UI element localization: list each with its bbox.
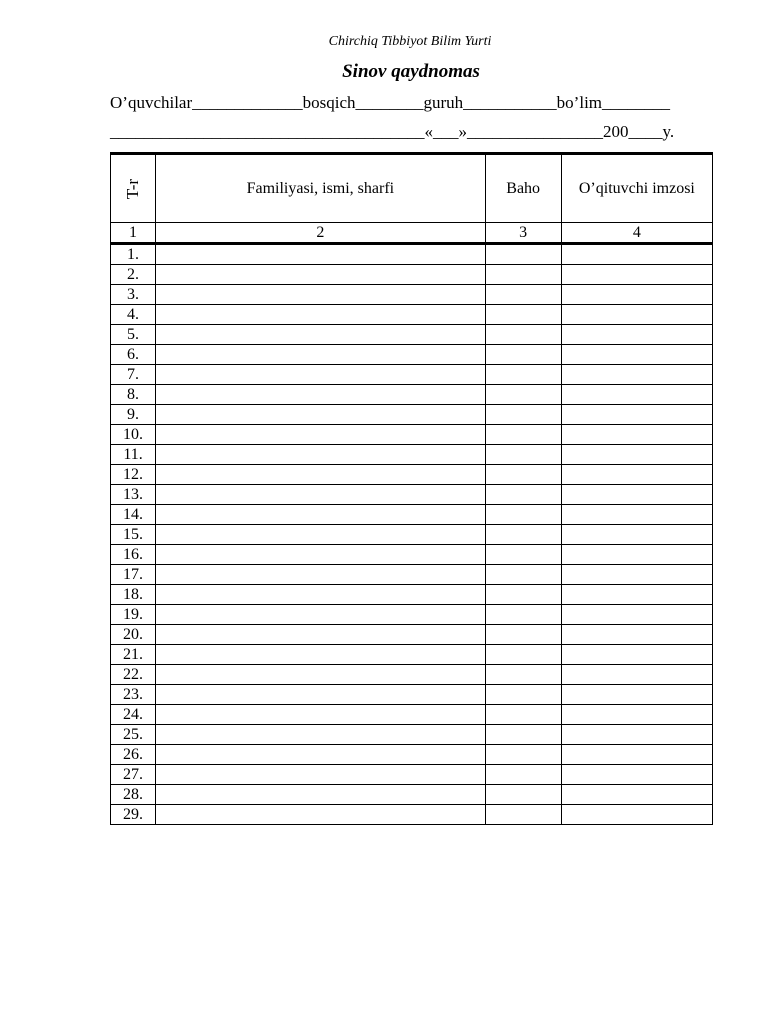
table-row [111, 285, 713, 305]
table-row [111, 725, 713, 745]
cell-fullname[interactable] [156, 625, 486, 645]
header-teacher-signature: O’qituvchi imzosi [561, 154, 712, 223]
table-row [111, 665, 713, 685]
table-row [111, 445, 713, 465]
grades-table [110, 152, 713, 825]
column-number: 1 [111, 223, 156, 244]
cell-signature[interactable] [561, 305, 712, 325]
table-row [111, 325, 713, 345]
cell-grade[interactable] [485, 244, 561, 265]
table-row [111, 565, 713, 585]
header-fullname: Familiyasi, ismi, sharfi [156, 154, 486, 223]
school-name: Chirchiq Tibbiyot Bilim Yurti [328, 34, 492, 49]
table-row [111, 765, 713, 785]
cell-fullname[interactable] [156, 425, 486, 445]
table-row [111, 785, 713, 805]
cell-grade[interactable] [485, 465, 561, 485]
table-row [111, 385, 713, 405]
row-number: 11. [111, 445, 156, 465]
row-number: 20. [111, 625, 156, 645]
table-row [111, 505, 713, 525]
cell-fullname[interactable] [156, 505, 486, 525]
cell-fullname[interactable] [156, 465, 486, 485]
table-row [111, 405, 713, 425]
cell-signature[interactable] [561, 345, 712, 365]
cell-signature[interactable] [561, 285, 712, 305]
cell-signature[interactable] [561, 805, 712, 825]
cell-grade[interactable] [485, 545, 561, 565]
cell-grade[interactable] [485, 725, 561, 745]
cell-fullname[interactable] [156, 445, 486, 465]
row-number: 12. [111, 465, 156, 485]
cell-grade[interactable] [485, 365, 561, 385]
header-grade: Baho [485, 154, 561, 223]
cell-signature[interactable] [561, 465, 712, 485]
row-number: 13. [111, 485, 156, 505]
table-row [111, 265, 713, 285]
cell-grade[interactable] [485, 665, 561, 685]
table-row [111, 425, 713, 445]
cell-fullname[interactable] [156, 365, 486, 385]
cell-signature[interactable] [561, 565, 712, 585]
cell-fullname[interactable] [156, 645, 486, 665]
cell-signature[interactable] [561, 325, 712, 345]
cell-signature[interactable] [561, 585, 712, 605]
cell-signature[interactable] [561, 765, 712, 785]
row-number: 21. [111, 645, 156, 665]
row-number: 3. [111, 285, 156, 305]
cell-signature[interactable] [561, 505, 712, 525]
cell-grade[interactable] [485, 605, 561, 625]
cell-fullname[interactable] [156, 385, 486, 405]
row-number: 28. [111, 785, 156, 805]
cell-signature[interactable] [561, 645, 712, 665]
row-number: 19. [111, 605, 156, 625]
table-row [111, 685, 713, 705]
form-line-date [110, 122, 712, 142]
cell-signature[interactable] [561, 745, 712, 765]
row-number: 14. [111, 505, 156, 525]
cell-fullname[interactable] [156, 325, 486, 345]
cell-fullname[interactable] [156, 745, 486, 765]
cell-grade[interactable] [485, 585, 561, 605]
cell-grade[interactable] [485, 785, 561, 805]
cell-fullname[interactable] [156, 665, 486, 685]
cell-grade[interactable] [485, 625, 561, 645]
row-number: 23. [111, 685, 156, 705]
table-body [111, 244, 713, 825]
cell-signature[interactable] [561, 385, 712, 405]
table-row [111, 305, 713, 325]
cell-grade[interactable] [485, 645, 561, 665]
cell-grade[interactable] [485, 325, 561, 345]
table-row [111, 525, 713, 545]
cell-fullname[interactable] [156, 244, 486, 265]
cell-fullname[interactable] [156, 405, 486, 425]
table-row [111, 345, 713, 365]
cell-grade[interactable] [485, 505, 561, 525]
row-number: 2. [111, 265, 156, 285]
table-row [111, 805, 713, 825]
cell-grade[interactable] [485, 345, 561, 365]
cell-signature[interactable] [561, 625, 712, 645]
cell-signature[interactable] [561, 244, 712, 265]
column-number: 3 [485, 223, 561, 244]
cell-fullname[interactable] [156, 285, 486, 305]
form-line-text: _____________________________________«___»________________200____y. [110, 122, 675, 141]
cell-grade[interactable] [485, 705, 561, 725]
table-row [111, 465, 713, 485]
cell-fullname[interactable] [156, 305, 486, 325]
cell-signature[interactable] [561, 785, 712, 805]
header-number-label: T-r [123, 178, 143, 199]
row-number: 25. [111, 725, 156, 745]
cell-grade[interactable] [485, 525, 561, 545]
cell-grade[interactable] [485, 805, 561, 825]
row-number: 26. [111, 745, 156, 765]
table-row [111, 244, 713, 265]
cell-signature[interactable] [561, 445, 712, 465]
column-number: 4 [561, 223, 712, 244]
cell-grade[interactable] [485, 485, 561, 505]
cell-signature[interactable] [561, 265, 712, 285]
table-header-row [111, 154, 713, 223]
row-number: 27. [111, 765, 156, 785]
table-row [111, 485, 713, 505]
cell-fullname[interactable] [156, 565, 486, 585]
cell-signature[interactable] [561, 405, 712, 425]
cell-signature[interactable] [561, 365, 712, 385]
table-row [111, 745, 713, 765]
cell-signature[interactable] [561, 425, 712, 445]
row-number: 18. [111, 585, 156, 605]
row-number: 22. [111, 665, 156, 685]
cell-fullname[interactable] [156, 705, 486, 725]
table-row [111, 365, 713, 385]
cell-grade[interactable] [485, 385, 561, 405]
cell-fullname[interactable] [156, 485, 486, 505]
cell-grade[interactable] [485, 285, 561, 305]
cell-signature[interactable] [561, 685, 712, 705]
table-row [111, 605, 713, 625]
header-number [111, 154, 156, 223]
row-number: 29. [111, 805, 156, 825]
cell-grade[interactable] [485, 685, 561, 705]
cell-grade[interactable] [485, 405, 561, 425]
cell-signature[interactable] [561, 665, 712, 685]
form-line-text: O’quvchilar_____________bosqich________guruh___________bo’lim________ [110, 93, 671, 112]
row-number: 5. [111, 325, 156, 345]
row-number: 7. [111, 365, 156, 385]
document-title: Sinov qaydnomas [342, 61, 480, 82]
column-number: 2 [156, 223, 486, 244]
table-row [111, 625, 713, 645]
cell-signature[interactable] [561, 525, 712, 545]
cell-fullname[interactable] [156, 605, 486, 625]
cell-fullname[interactable] [156, 345, 486, 365]
cell-grade[interactable] [485, 425, 561, 445]
cell-grade[interactable] [485, 445, 561, 465]
row-number: 24. [111, 705, 156, 725]
cell-fullname[interactable] [156, 725, 486, 745]
cell-grade[interactable] [485, 765, 561, 785]
cell-grade[interactable] [485, 305, 561, 325]
cell-fullname[interactable] [156, 805, 486, 825]
row-number: 10. [111, 425, 156, 445]
row-number: 17. [111, 565, 156, 585]
cell-signature[interactable] [561, 545, 712, 565]
row-number: 16. [111, 545, 156, 565]
table-row [111, 705, 713, 725]
row-number: 4. [111, 305, 156, 325]
cell-fullname[interactable] [156, 585, 486, 605]
cell-fullname[interactable] [156, 525, 486, 545]
form-line-group [110, 93, 710, 113]
column-number-row [111, 223, 713, 244]
cell-signature[interactable] [561, 485, 712, 505]
row-number: 8. [111, 385, 156, 405]
cell-grade[interactable] [485, 745, 561, 765]
cell-fullname[interactable] [156, 765, 486, 785]
cell-fullname[interactable] [156, 685, 486, 705]
cell-fullname[interactable] [156, 265, 486, 285]
cell-grade[interactable] [485, 565, 561, 585]
table-row [111, 645, 713, 665]
row-number: 6. [111, 345, 156, 365]
cell-fullname[interactable] [156, 545, 486, 565]
row-number: 1. [111, 244, 156, 265]
cell-signature[interactable] [561, 725, 712, 745]
table-row [111, 545, 713, 565]
table-row [111, 585, 713, 605]
row-number: 15. [111, 525, 156, 545]
row-number: 9. [111, 405, 156, 425]
cell-fullname[interactable] [156, 785, 486, 805]
cell-signature[interactable] [561, 705, 712, 725]
cell-grade[interactable] [485, 265, 561, 285]
cell-signature[interactable] [561, 605, 712, 625]
